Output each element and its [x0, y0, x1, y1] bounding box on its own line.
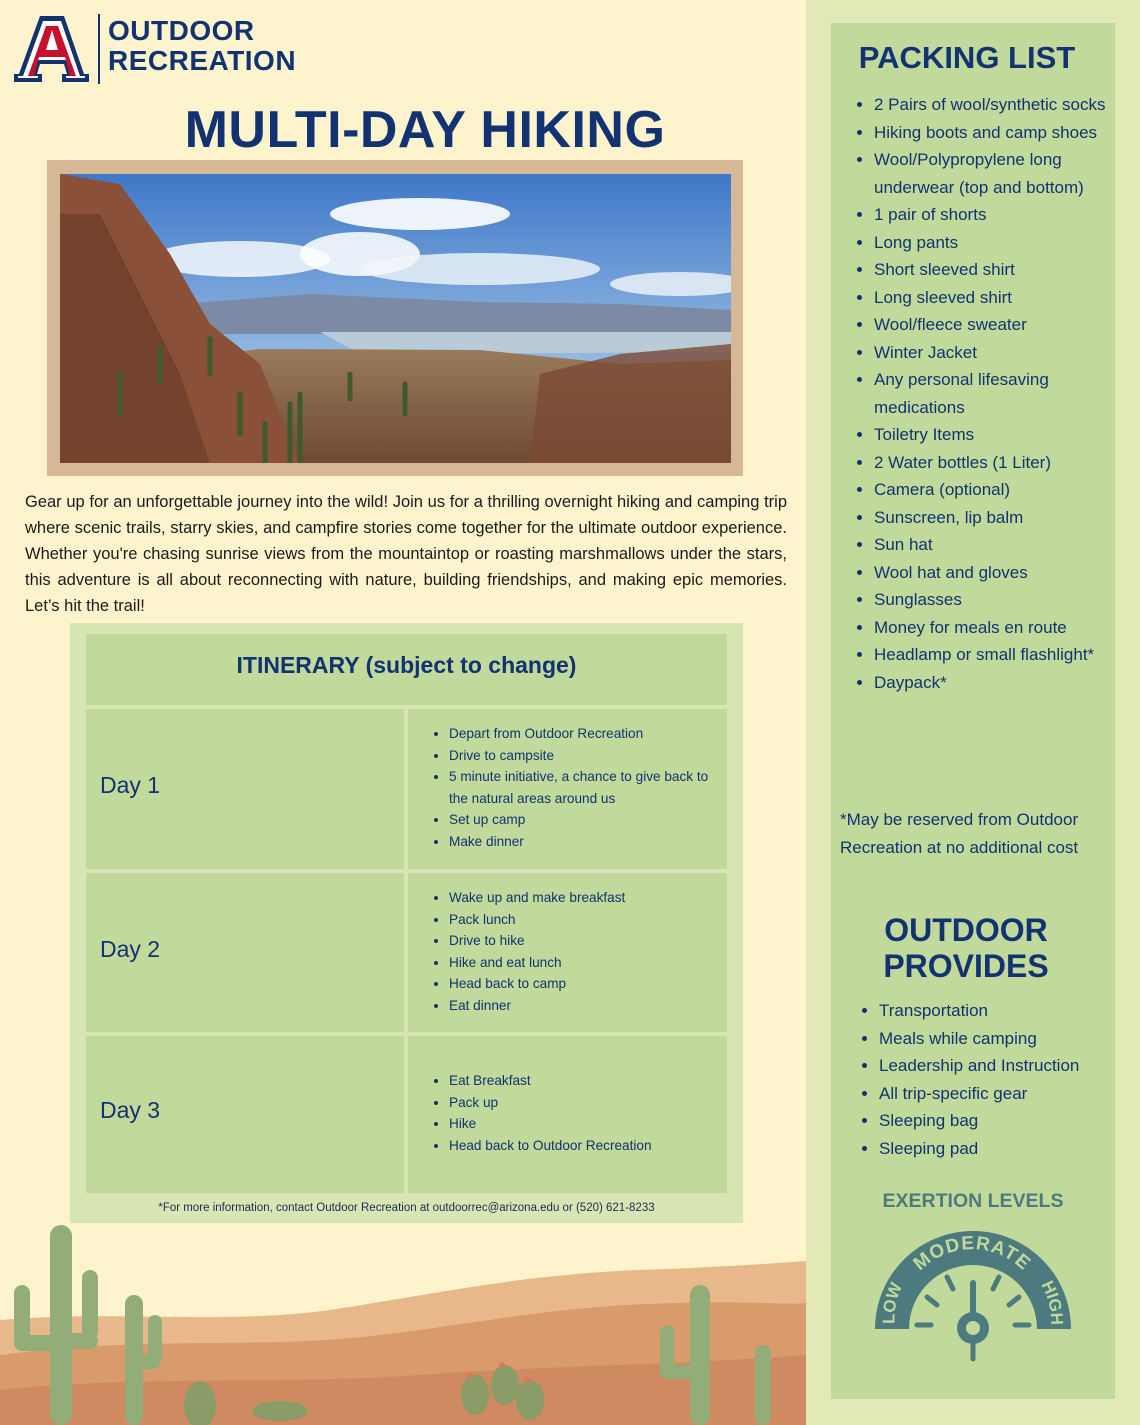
activities-cell — [408, 709, 727, 869]
day-label: Day 1 — [100, 772, 161, 798]
packing-item: • 2 Pairs of wool/synthetic socks — [874, 91, 1126, 119]
packing-item: • Sun hat — [874, 531, 1126, 559]
activity-item: • Pack lunch — [449, 909, 625, 931]
arizona-a-logo-icon — [10, 12, 98, 84]
activity-item: • Hike and eat lunch — [449, 952, 625, 974]
gauge-moderate-label: MODERATE — [909, 1233, 1035, 1275]
desert-scene-illustration — [0, 1215, 806, 1425]
gauge-high-label: HIGH — [1037, 1277, 1067, 1326]
activity-item: • Depart from Outdoor Recreation — [449, 723, 727, 745]
itinerary-header — [86, 634, 727, 705]
provides-item: • Transportation — [879, 997, 1124, 1025]
packing-item: • Long sleeved shirt — [874, 284, 1126, 312]
packing-list — [856, 91, 1126, 696]
packing-item: • Money for meals en route — [874, 614, 1126, 642]
activities-cell — [408, 873, 727, 1032]
packing-item: • Wool/Polypropylene long underwear (top and bottom) — [874, 146, 1126, 201]
packing-item: • Sunscreen, lip balm — [874, 504, 1126, 532]
provides-title-line-2: PROVIDES — [883, 948, 1049, 984]
packing-item: • Camera (optional) — [874, 476, 1126, 504]
packing-item: • Short sleeved shirt — [874, 256, 1126, 284]
activity-item: • Eat Breakfast — [449, 1070, 652, 1092]
packing-item: • Toiletry Items — [874, 421, 1126, 449]
logo-text — [108, 16, 296, 76]
provides-item: • Leadership and Instruction — [879, 1052, 1124, 1080]
outdoor-provides-title — [831, 912, 1101, 984]
packing-item: • Sunglasses — [874, 586, 1126, 614]
packing-item: • Wool/fleece sweater — [874, 311, 1126, 339]
provides-item: • Sleeping bag — [879, 1107, 1124, 1135]
packing-list-title: PACKING LIST — [858, 40, 1076, 75]
logo-divider — [98, 14, 100, 84]
activities-cell — [408, 1036, 727, 1193]
packing-item: • 2 Water bottles (1 Liter) — [874, 449, 1126, 477]
packing-note: *May be reserved from Outdoor Recreation at no additional cost — [840, 810, 1079, 857]
provides-item: • Sleeping pad — [879, 1135, 1124, 1163]
packing-item: • Wool hat and gloves — [874, 559, 1126, 587]
activity-item: • Set up camp — [449, 809, 727, 831]
intro-paragraph: Gear up for an unforgettable journey into the wild! Join us for a thrilling overnight hiking and camping trip where scenic trails, starry skies, and campfire stories come together for the ultimate outdoor experience. Whether you're chasing sunrise views from the mountaintop or roasting marshmallows under the stars, this adventure is all about reconnecting with nature, building friendships, and making epic memories. Let’s hit the trail! — [25, 493, 787, 615]
logo-line-2: RECREATION — [108, 45, 297, 76]
activity-item: • Make dinner — [449, 831, 727, 853]
activity-item: • Drive to hike — [449, 930, 625, 952]
packing-item: • Headlamp or small flashlight* — [874, 641, 1126, 669]
activity-item: • Pack up — [449, 1092, 652, 1114]
packing-item: • Daypack* — [874, 669, 1126, 697]
registered-mark: ® — [84, 77, 90, 84]
day-cell — [86, 1036, 404, 1193]
exertion-gauge-icon — [871, 1225, 1076, 1365]
activity-item: • Eat dinner — [449, 995, 625, 1017]
packing-item: • Long pants — [874, 229, 1126, 257]
packing-item: • Hiking boots and camp shoes — [874, 119, 1126, 147]
outdoor-recreation-logo — [10, 12, 310, 88]
itinerary-title: ITINERARY (subject to change) — [236, 652, 577, 678]
day-label: Day 3 — [100, 1097, 161, 1123]
activity-item: • Drive to campsite — [449, 745, 727, 767]
activity-item: • Hike — [449, 1113, 652, 1135]
photo-frame — [47, 160, 743, 476]
activity-item: • 5 minute initiative, a chance to give back to the natural areas around us — [449, 766, 727, 809]
contact-footnote: *For more information, contact Outdoor Recreation at outdoorrec@arizona.edu or (520) 621-8233 — [158, 1202, 655, 1214]
packing-item: • Any personal lifesaving medications — [874, 366, 1126, 421]
activities-list — [432, 723, 727, 853]
page-title: MULTI-DAY HIKING — [184, 101, 666, 159]
activity-item: • Head back to camp — [449, 973, 625, 995]
day-label: Day 2 — [100, 936, 161, 962]
provides-title-line-1: OUTDOOR — [884, 912, 1048, 948]
day-cell — [86, 873, 404, 1032]
provides-list — [861, 997, 1124, 1162]
activities-list — [432, 887, 625, 1017]
gauge-low-label: LOW — [879, 1280, 906, 1324]
activities-list — [432, 1070, 652, 1156]
packing-item: • 1 pair of shorts — [874, 201, 1126, 229]
activity-item: • Wake up and make breakfast — [449, 887, 625, 909]
exertion-levels-title: EXERTION LEVELS — [882, 1190, 1064, 1212]
packing-item: • Winter Jacket — [874, 339, 1126, 367]
provides-item: • Meals while camping — [879, 1025, 1124, 1053]
provides-item: • All trip-specific gear — [879, 1080, 1124, 1108]
logo-line-1: OUTDOOR — [108, 15, 255, 46]
activity-item: • Head back to Outdoor Recreation — [449, 1135, 652, 1157]
day-cell — [86, 709, 404, 869]
desert-landscape-photo — [60, 174, 731, 463]
